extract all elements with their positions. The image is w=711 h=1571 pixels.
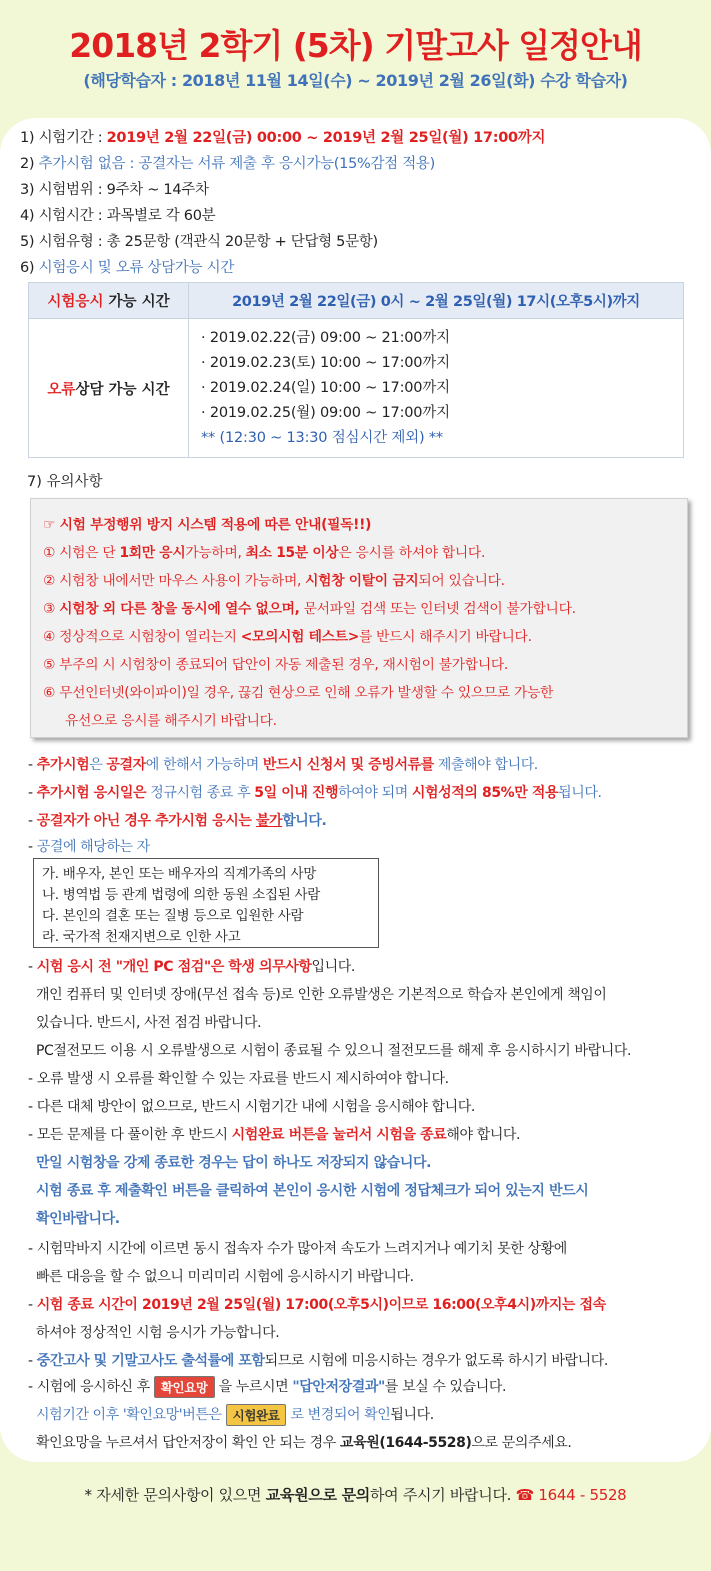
list-item: 다. 본인의 결혼 또는 질병 등으로 입원한 사람 bbox=[42, 908, 304, 924]
list-item: 나. 병역법 등 관계 법령에 의한 동원 소집된 사람 bbox=[42, 887, 321, 903]
lunch-note: ** (12:30 ~ 13:30 점심시간 제외) ** bbox=[201, 429, 443, 446]
list-item: - 공결자가 아닌 경우 추가시험 응시는 불가합니다. bbox=[28, 813, 327, 829]
table-cell-value: 2019년 2월 22일(금) 0시 ~ 2월 25일(월) 17시(오후5시)까지 bbox=[189, 283, 684, 319]
list-item-text: PC절전모드 이용 시 오류발생으로 시험이 종료될 수 있으니 절전모드를 해제 후 응시하시기 바랍니다. bbox=[36, 1043, 632, 1059]
list-item-text: 빠른 대응을 할 수 없으니 미리미리 시험에 응시하시기 바랍니다. bbox=[36, 1269, 414, 1285]
notice-item: ⑤ 부주의 시 시험창이 종료되어 답안이 자동 제출된 경우, 재시험이 불가합니다. bbox=[43, 657, 508, 673]
list-item: - 오류 발생 시 오류를 확인할 수 있는 자료를 반드시 제시하여야 합니다. bbox=[28, 1071, 449, 1087]
section-consult-time: 6) 시험응시 및 오류 상담가능 시간 bbox=[20, 260, 235, 276]
table-row bbox=[29, 319, 684, 458]
notice-item: ③ 시험창 외 다른 창을 동시에 열수 없으며, 문서파일 검색 또는 인터넷 검색이 불가합니다. bbox=[43, 601, 576, 617]
page-title: 2018년 2학기 (5차) 기말고사 일정안내 bbox=[69, 26, 642, 65]
consult-day: · 2019.02.23(토) 10:00 ~ 17:00까지 bbox=[201, 354, 450, 371]
confirm-request-button[interactable]: 확인요망 bbox=[154, 1376, 215, 1398]
list-item: - 공결에 해당하는 자 bbox=[28, 839, 150, 855]
list-item-text: 시험기간 이후 '확인요망'버튼은 시험완료 로 변경되어 확인됩니다. bbox=[36, 1404, 434, 1426]
header bbox=[0, 0, 711, 118]
notice-item: ① 시험은 단 1회만 응시가능하며, 최소 15분 이상은 응시를 하셔야 합니다. bbox=[43, 545, 486, 561]
list-item: - 시험 응시 전 "개인 PC 점검"은 학생 의무사항입니다. bbox=[28, 959, 355, 975]
list-item: - 시험막바지 시간에 이르면 동시 접속자 수가 많아져 속도가 느려지거나 예기치 못한 상황에 bbox=[28, 1241, 567, 1257]
section-exam-range: 3) 시험범위 : 9주차 ~ 14주차 bbox=[20, 182, 209, 198]
list-item: 라. 국가적 천재지변으로 인한 사고 bbox=[42, 929, 241, 945]
list-item-text: 시험 종료 후 제출확인 버튼을 클릭하여 본인이 응시한 시험에 정답체크가 되어 있는지 반드시 bbox=[36, 1183, 589, 1199]
section-no-extra-exam: 2) 추가시험 없음 : 공결자는 서류 제출 후 응시가능(15%감점 적용) bbox=[20, 156, 435, 172]
list-item-text: 개인 컴퓨터 및 인터넷 장애(무선 접속 등)로 인한 오류발생은 기본적으로 학습자 본인에게 책임이 bbox=[36, 987, 607, 1003]
section-exam-type: 5) 시험유형 : 총 25문항 (객관식 20문항 + 단답형 5문항) bbox=[20, 234, 378, 250]
table-cell-label: 오류상담 가능 시간 bbox=[29, 319, 189, 458]
notice-item: 유선으로 응시를 해주시기 바랍니다. bbox=[65, 713, 277, 729]
list-item-text: 만일 시험창을 강제 종료한 경우는 답이 하나도 저장되지 않습니다. bbox=[36, 1155, 432, 1171]
list-item-text: 하셔야 정상적인 시험 응시가 가능합니다. bbox=[36, 1325, 280, 1341]
section-exam-period: 1) 시험기간 : 2019년 2월 22일(금) 00:00 ~ 2019년 2월 25일(월) 17:00까지 bbox=[20, 130, 546, 146]
list-item: - 중간고사 및 기말고사도 출석률에 포함되므로 시험에 미응시하는 경우가 없도록 하시기 바랍니다. bbox=[28, 1353, 608, 1369]
list-item: - 모든 문제를 다 풀이한 후 반드시 시험완료 버튼을 눌러서 시험을 종료해야 합니다. bbox=[28, 1127, 521, 1143]
footer-contact: * 자세한 문의사항이 있으면 교육원으로 문의하여 주시기 바랍니다. ☎ 1644 - 5528 bbox=[84, 1486, 627, 1504]
schedule-table bbox=[28, 282, 684, 458]
list-item: - 시험에 응시하신 후 확인요망 을 누르시면 "답안저장결과"를 보실 수 있습니다. bbox=[28, 1376, 506, 1398]
exam-complete-button[interactable]: 시험완료 bbox=[226, 1404, 287, 1426]
notice-title: 7) 유의사항 bbox=[27, 474, 103, 490]
section-exam-time: 4) 시험시간 : 과목별로 각 60분 bbox=[20, 208, 216, 224]
notice-box bbox=[30, 498, 688, 738]
list-item: - 시험 종료 시간이 2019년 2월 25일(월) 17:00(오후5시)이므로 16:00(오후4시)까지는 접속 bbox=[28, 1297, 606, 1313]
notice-item: ④ 정상적으로 시험창이 열리는지 <모의시험 테스트>를 반드시 해주시기 바랍니다. bbox=[43, 629, 532, 645]
list-item-text: 확인바랍니다. bbox=[36, 1211, 120, 1227]
list-item-text: 있습니다. 반드시, 사전 점검 바랍니다. bbox=[36, 1015, 262, 1031]
consult-day: · 2019.02.22(금) 09:00 ~ 21:00까지 bbox=[201, 329, 450, 346]
list-item: - 추가시험은 공결자에 한해서 가능하며 반드시 신청서 및 증빙서류를 제출해야 합니다. bbox=[28, 757, 538, 773]
list-item-text: 확인요망을 누르셔서 답안저장이 확인 안 되는 경우 교육원(1644-5528)으로 문의주세요. bbox=[36, 1435, 572, 1451]
list-item: - 추가시험 응시일은 정규시험 종료 후 5일 이내 진행하여야 되며 시험성적의 85%만 적용됩니다. bbox=[28, 785, 602, 801]
consult-day: · 2019.02.25(월) 09:00 ~ 17:00까지 bbox=[201, 404, 450, 421]
table-cell-label: 시험응시 가능 시간 bbox=[29, 283, 189, 319]
excuse-criteria-box bbox=[33, 858, 379, 948]
table-cell-value bbox=[189, 319, 684, 458]
page-subtitle: (해당학습자 : 2018년 11월 14일(수) ~ 2019년 2월 26일(화) 수강 학습자) bbox=[83, 71, 628, 90]
notice-head: ☞ 시험 부정행위 방지 시스템 적용에 따른 안내(필독!!) bbox=[43, 517, 372, 533]
list-item: 가. 배우자, 본인 또는 배우자의 직계가족의 사망 bbox=[42, 866, 317, 882]
notice-item: ② 시험창 내에서만 마우스 사용이 가능하며, 시험창 이탈이 금지되어 있습니다. bbox=[43, 573, 505, 589]
notice-item: ⑥ 무선인터넷(와이파이)일 경우, 끊김 현상으로 인해 오류가 발생할 수 있으므로 가능한 bbox=[43, 685, 554, 701]
list-item: - 다른 대체 방안이 없으므로, 반드시 시험기간 내에 시험을 응시해야 합니다. bbox=[28, 1099, 475, 1115]
phone-number: ☎ 1644 - 5528 bbox=[515, 1486, 627, 1504]
table-row bbox=[29, 283, 684, 319]
consult-day: · 2019.02.24(일) 10:00 ~ 17:00까지 bbox=[201, 379, 450, 396]
